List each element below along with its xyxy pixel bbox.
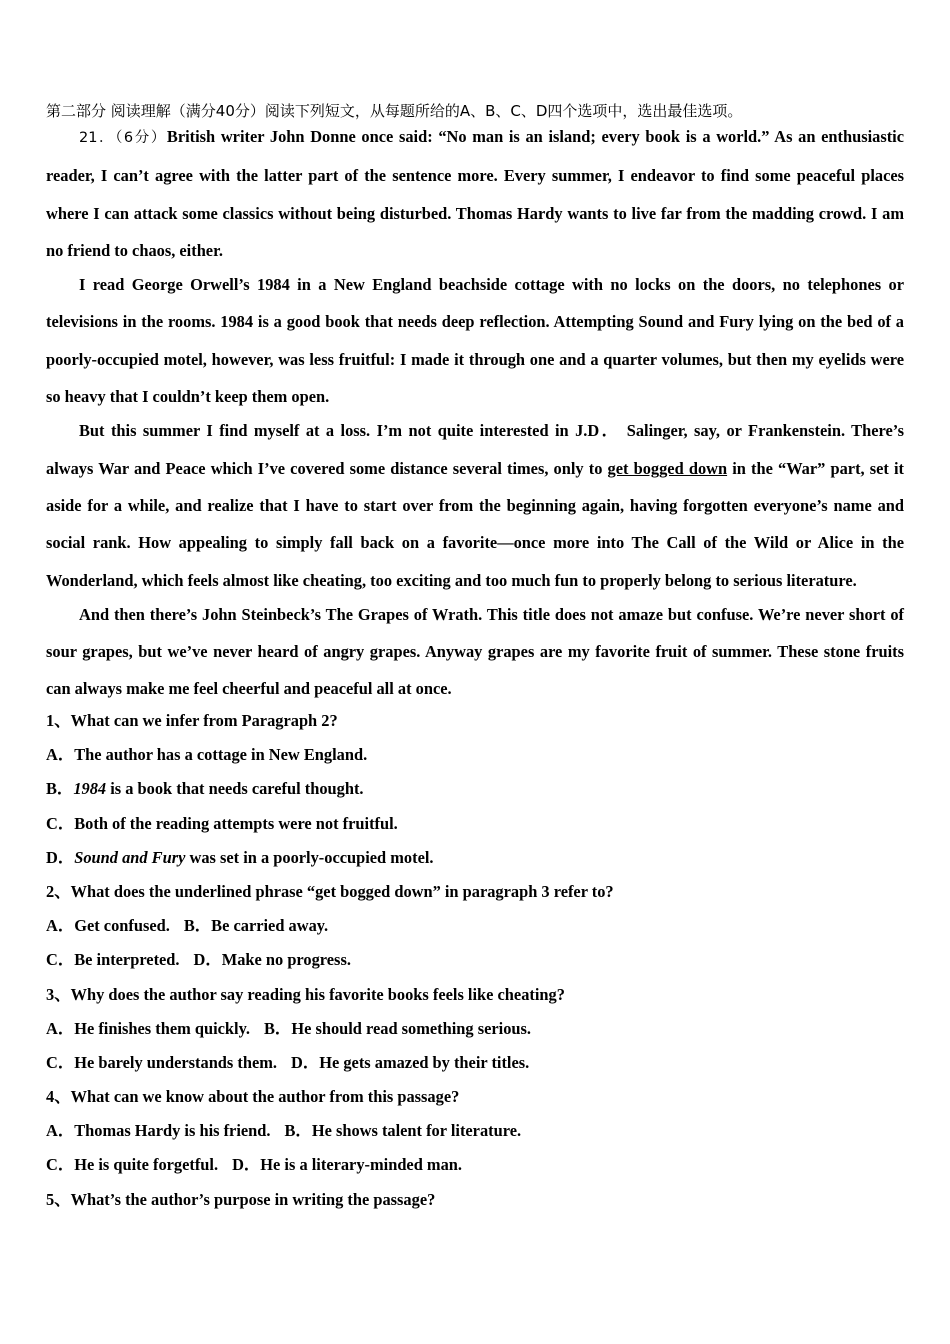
option-b-title: 1984 xyxy=(73,779,107,799)
option-d-label: D． xyxy=(46,847,75,867)
question-2-options-cd xyxy=(46,943,904,977)
question-2-stem: 2、What does the underlined phrase “get bogged down” in paragraph 3 refer to? xyxy=(46,881,614,901)
question-4-option-a: A．Thomas Hardy is his friend. xyxy=(46,1121,271,1141)
question-1-option-d xyxy=(46,841,904,875)
question-2-options-ab xyxy=(46,909,904,943)
question-2-option-c: C．Be interpreted. xyxy=(46,950,180,970)
question-1-option-c: C．Both of the reading attempts were not fruitful. xyxy=(46,813,398,833)
question-3-option-a: A．He finishes them quickly. xyxy=(46,1018,250,1038)
question-1-option-a: A．The author has a cottage in New England. xyxy=(46,745,368,765)
passage-paragraph-3 xyxy=(46,412,904,598)
question-list xyxy=(46,704,904,1217)
question-1-option-b xyxy=(46,772,904,806)
paragraph-1-text: British writer John Donne once said: “No man is an island; every book is a world.” As an enthusiastic reader, I can’t agree with the latter part of the sentence more. Every summer, I endeavor to find some peaceful places where I can attack some classics without being disturbed. Thomas Hardy wants to live far from the madding crowd. I am no friend to chaos, either. xyxy=(46,127,904,260)
passage-paragraph-2: I read George Orwell’s 1984 in a New England beachside cottage with no locks on the doors, no telephones or televisions in the rooms. 1984 is a good book that needs deep reflection. Attempting Sound and Fury lying on the bed of a poorly-occupied motel, however, was less fruitful: I made it through one and a quarter volumes, but then my eyelids were so heavy that I couldn’t keep them open. xyxy=(46,275,904,407)
question-3-options-cd xyxy=(46,1046,904,1080)
passage-paragraph-1 xyxy=(46,118,904,269)
option-b-text: is a book that needs careful thought. xyxy=(106,779,364,799)
question-2-option-a: A．Get confused. xyxy=(46,916,170,936)
question-4-option-b: B．He shows talent for literature. xyxy=(284,1121,522,1141)
question-4-option-c: C．He is quite forgetful. xyxy=(46,1155,219,1175)
question-3-stem: 3、Why does the author say reading his favorite books feels like cheating? xyxy=(46,984,565,1004)
question-4-options-ab xyxy=(46,1114,904,1148)
question-4-option-d: D．He is a literary-minded man. xyxy=(232,1155,462,1175)
question-5-stem: 5、What’s the author’s purpose in writing the passage? xyxy=(46,1189,436,1209)
question-2-option-b: B．Be carried away. xyxy=(183,916,329,936)
reading-passage xyxy=(46,118,904,705)
option-d-text: was set in a poorly-occupied motel. xyxy=(185,847,434,867)
paragraph-3-text-before: But this summer I find myself at a loss. I’m not quite interested in J.D． Salinger, say, or Frankenstein. There’s always War and Peace which I’ve covered some distance several times, only to xyxy=(46,421,904,478)
question-number: 21．（6分） xyxy=(79,130,167,146)
option-b-label: B． xyxy=(46,779,74,799)
question-4-stem: 4、What can we know about the author from this passage? xyxy=(46,1087,460,1107)
question-3-options-ab xyxy=(46,1012,904,1046)
section-header: 第二部分 阅读理解（满分40分）阅读下列短文，从每题所给的A、B、C、D四个选项中，选出最佳选项。 xyxy=(46,102,743,120)
question-3-option-d: D．He gets amazed by their titles. xyxy=(291,1052,530,1072)
question-1-stem: 1、What can we infer from Paragraph 2? xyxy=(46,711,338,730)
option-d-title: Sound and Fury xyxy=(74,847,186,867)
paragraph-3-text-after: in the “War” part, set it aside for a while, and realize that I have to start over from the beginning again, having forgotten everyone’s name and social rank. How appealing to simply fall back on a favorite—once more into The Call of the Wild or Alice in the Wonderland, which feels almost like cheating, too exciting and too much fun to properly belong to serious literature. xyxy=(46,458,905,590)
underlined-phrase: get bogged down xyxy=(607,458,728,478)
passage-paragraph-4: And then there’s John Steinbeck’s The Grapes of Wrath. This title does not amaze but confuse. We’re never short of sour grapes, but we’ve never heard of angry grapes. Anyway grapes are my favorite fruit of summer. These stone fruits can always make me feel cheerful and peaceful all at once. xyxy=(46,604,904,699)
question-4-options-cd xyxy=(46,1148,904,1182)
question-3-option-c: C．He barely understands them. xyxy=(46,1052,277,1072)
question-2-option-d: D．Make no progress. xyxy=(193,950,351,970)
question-3-option-b: B．He should read something serious. xyxy=(264,1018,531,1038)
